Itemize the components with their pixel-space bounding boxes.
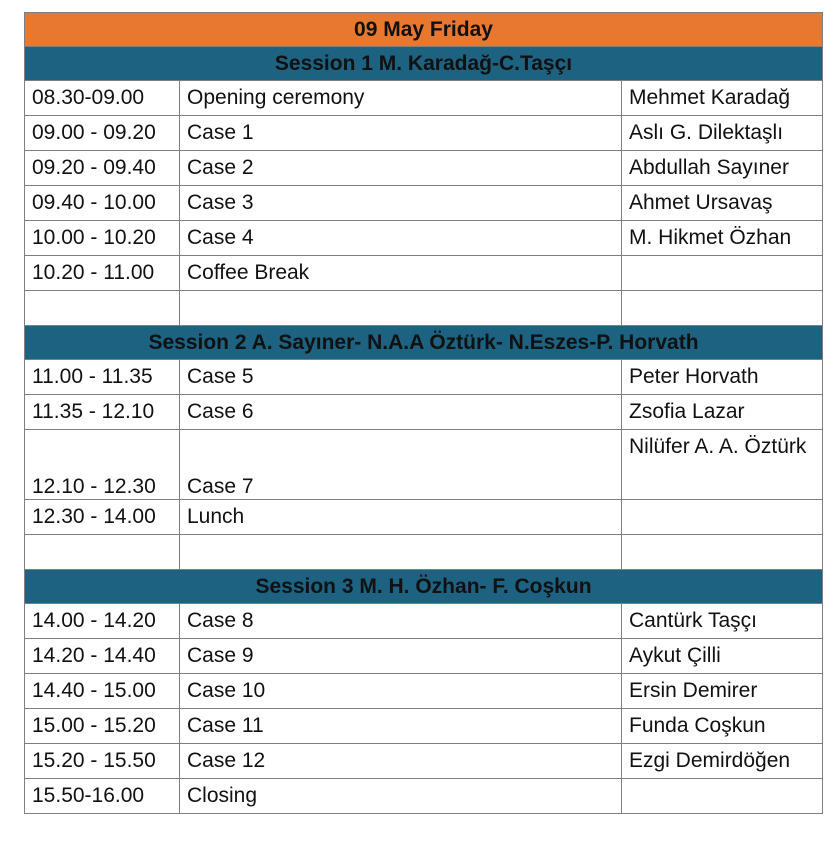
topic-cell: Case 10 [180,674,622,709]
speaker-cell: Mehmet Karadağ [622,81,823,116]
time-cell: 14.20 - 14.40 [25,639,180,674]
topic-cell: Opening ceremony [180,81,622,116]
time-cell: 15.20 - 15.50 [25,744,180,779]
table-row [25,116,823,151]
speaker-cell: Zsofia Lazar [622,395,823,430]
session-header-row [25,570,823,604]
topic-cell: Case 9 [180,639,622,674]
speaker-cell [622,500,823,535]
time-cell: 12.30 - 14.00 [25,500,180,535]
empty-cell [25,291,180,326]
table-row [25,709,823,744]
table-row [25,360,823,395]
speaker-cell: Ersin Demirer [622,674,823,709]
table-row [25,779,823,814]
time-cell: 11.35 - 12.10 [25,395,180,430]
speaker-cell: Aslı G. Dilektaşlı [622,116,823,151]
speaker-cell: Nilüfer A. A. Öztürk [622,430,823,500]
topic-cell: Case 7 [180,430,622,500]
table-row [25,639,823,674]
topic-cell: Case 11 [180,709,622,744]
session-title: Session 1 M. Karadağ-C.Taşçı [25,47,823,81]
speaker-cell: M. Hikmet Özhan [622,221,823,256]
session-title: Session 2 A. Sayıner- N.A.A Öztürk- N.Eszes-P. Horvath [25,326,823,360]
table-row [25,604,823,639]
time-cell: 14.40 - 15.00 [25,674,180,709]
table-row [25,744,823,779]
time-cell: 12.10 - 12.30 [25,430,180,500]
speaker-cell: Funda Coşkun [622,709,823,744]
topic-cell: Case 8 [180,604,622,639]
empty-cell [622,535,823,570]
empty-cell [180,535,622,570]
speaker-cell: Peter Horvath [622,360,823,395]
speaker-cell [622,779,823,814]
table-row [25,221,823,256]
table-row [25,430,823,500]
speaker-cell: Abdullah Sayıner [622,151,823,186]
session-header-row [25,47,823,81]
time-cell: 15.50-16.00 [25,779,180,814]
time-cell: 14.00 - 14.20 [25,604,180,639]
speaker-cell [622,256,823,291]
topic-cell: Case 1 [180,116,622,151]
session-title: Session 3 M. H. Özhan- F. Coşkun [25,570,823,604]
table-row [25,395,823,430]
time-cell: 10.00 - 10.20 [25,221,180,256]
schedule-table [24,12,823,814]
spacer-row [25,535,823,570]
topic-cell: Closing [180,779,622,814]
empty-cell [25,535,180,570]
time-cell: 09.20 - 09.40 [25,151,180,186]
empty-cell [180,291,622,326]
topic-cell: Case 4 [180,221,622,256]
topic-cell: Case 3 [180,186,622,221]
speaker-cell: Cantürk Taşçı [622,604,823,639]
table-row [25,500,823,535]
time-cell: 15.00 - 15.20 [25,709,180,744]
table-row [25,256,823,291]
time-cell: 10.20 - 11.00 [25,256,180,291]
speaker-cell: Ezgi Demirdöğen [622,744,823,779]
speaker-cell: Aykut Çilli [622,639,823,674]
time-cell: 09.40 - 10.00 [25,186,180,221]
table-row [25,81,823,116]
topic-cell: Case 2 [180,151,622,186]
table-row [25,151,823,186]
spacer-row [25,291,823,326]
table-row [25,186,823,221]
topic-cell: Lunch [180,500,622,535]
topic-cell: Case 12 [180,744,622,779]
time-cell: 09.00 - 09.20 [25,116,180,151]
session-header-row [25,326,823,360]
day-title: 09 May Friday [25,13,823,47]
empty-cell [622,291,823,326]
topic-cell: Case 5 [180,360,622,395]
topic-cell: Case 6 [180,395,622,430]
table-row [25,674,823,709]
time-cell: 08.30-09.00 [25,81,180,116]
day-header-row [25,13,823,47]
speaker-cell: Ahmet Ursavaş [622,186,823,221]
time-cell: 11.00 - 11.35 [25,360,180,395]
topic-cell: Coffee Break [180,256,622,291]
